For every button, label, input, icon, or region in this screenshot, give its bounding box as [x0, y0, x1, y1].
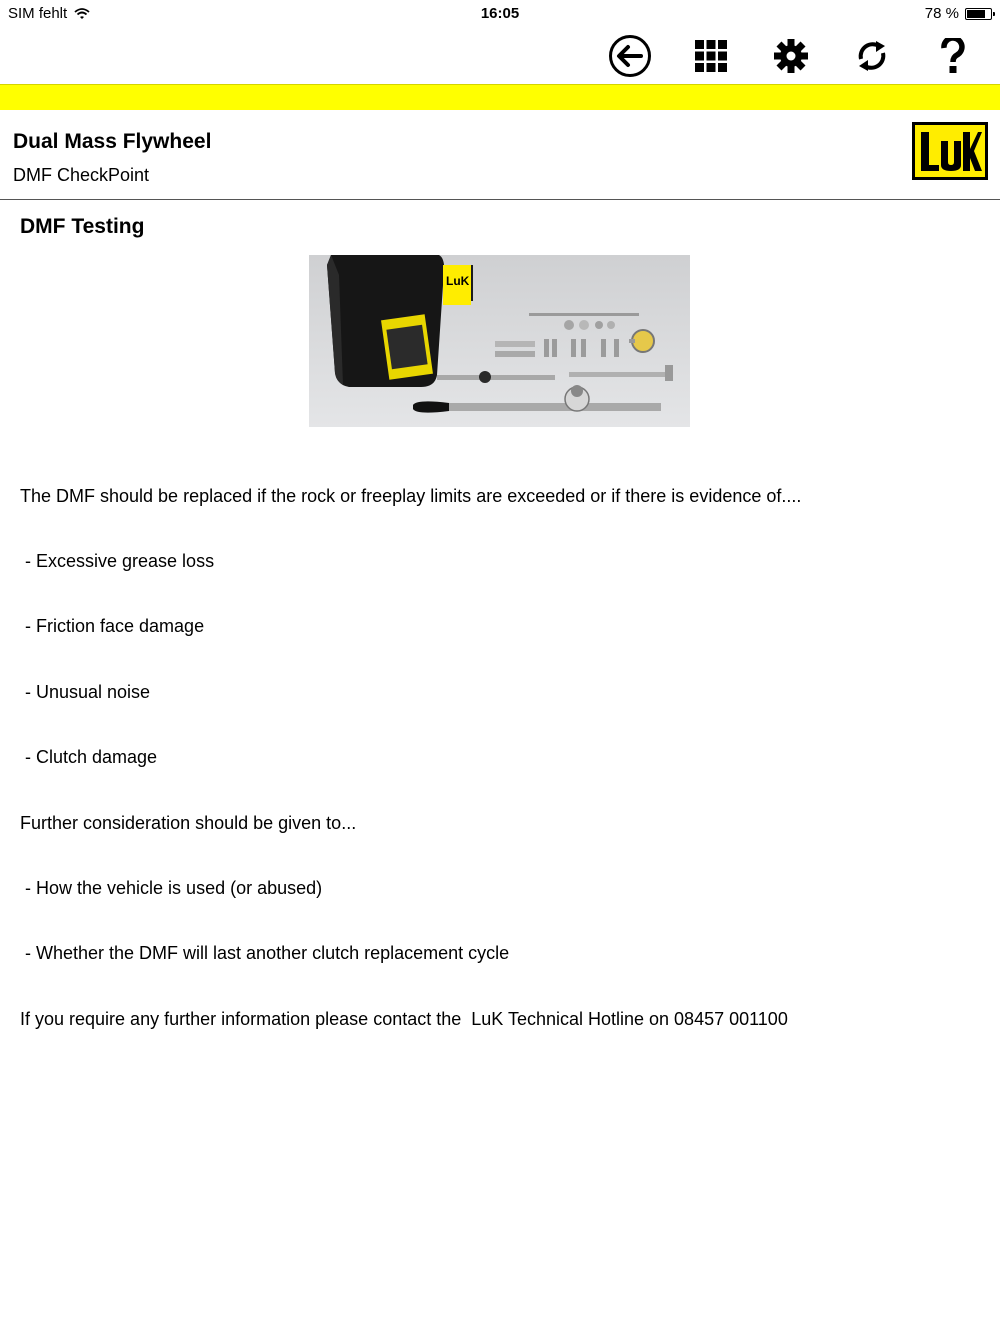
svg-text:LuK: LuK — [446, 274, 470, 288]
section-title: DMF Testing — [20, 215, 145, 238]
gear-icon — [774, 39, 808, 73]
body-line: - Excessive grease loss — [20, 550, 215, 571]
grid-icon — [695, 40, 727, 72]
toolbar — [0, 28, 1000, 84]
refresh-icon — [854, 38, 890, 74]
battery-fill — [967, 10, 985, 18]
body-line: If you require any further information please contact the LuK Technical Hotline on 08457 001100 — [20, 1008, 788, 1029]
clock: 16:05 — [480, 5, 520, 22]
body-line: - How the vehicle is used (or abused) — [20, 877, 323, 898]
page-title: Dual Mass Flywheel — [13, 130, 212, 153]
carrier-label: SIM fehlt — [8, 5, 68, 22]
help-button[interactable] — [928, 31, 978, 81]
back-button[interactable] — [605, 31, 655, 81]
page-header — [0, 110, 1000, 200]
menu-grid-button[interactable] — [686, 31, 736, 81]
dmf-tool-kit-photo — [309, 255, 690, 427]
battery-icon — [965, 8, 992, 20]
accent-bar — [0, 84, 1000, 110]
help-icon — [940, 38, 966, 74]
body-line: The DMF should be replaced if the rock or freeplay limits are exceeded or if there is evidence of.... — [20, 485, 802, 506]
page-subtitle: DMF CheckPoint — [13, 165, 150, 185]
back-arrow-icon — [608, 34, 652, 78]
luk-logo-mark — [917, 127, 983, 175]
settings-button[interactable] — [766, 31, 816, 81]
battery-percent: 78 % — [924, 5, 959, 22]
body-line: Further consideration should be given to... — [20, 812, 357, 833]
body-text — [20, 442, 801, 1052]
body-line: - Friction face damage — [20, 616, 205, 637]
status-bar — [0, 0, 1000, 28]
status-right — [925, 5, 992, 22]
luk-logo — [912, 122, 988, 180]
body-line: - Unusual noise — [20, 681, 151, 702]
body-line: - Clutch damage — [20, 747, 158, 768]
refresh-button[interactable] — [847, 31, 897, 81]
body-line: - Whether the DMF will last another clutch replacement cycle — [20, 943, 510, 964]
